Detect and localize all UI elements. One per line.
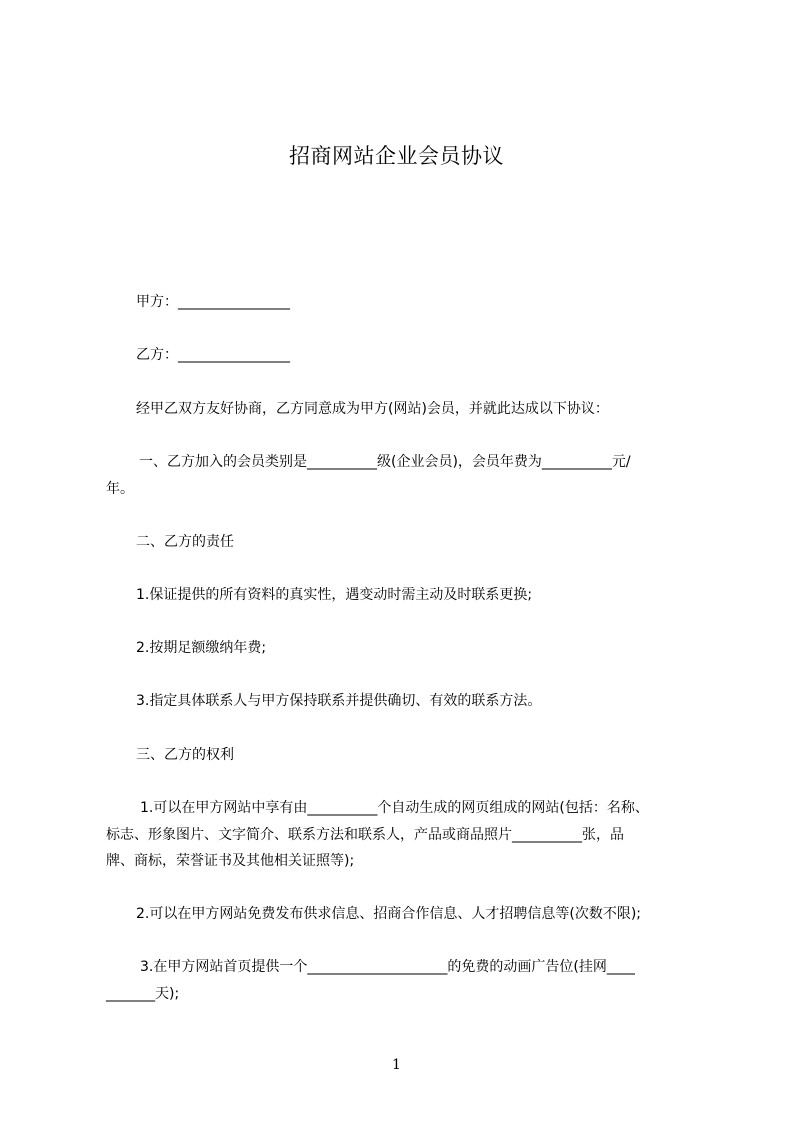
document-title: 招商网站企业会员协议 — [289, 144, 504, 168]
party-a-line: 甲方：________________ — [136, 294, 290, 310]
section-1-line-2: 年。 — [106, 481, 134, 497]
intro-paragraph: 经甲乙双方友好协商，乙方同意成为甲方(网站)会员，并就此达成以下协议： — [136, 401, 609, 417]
party-b-line: 乙方：________________ — [136, 347, 290, 363]
section-2-heading: 二、乙方的责任 — [136, 534, 234, 550]
section-3-item-1-line-1: 1.可以在甲方网站中享有由__________个自动生成的网页组成的网站(包括：名称、 — [140, 800, 649, 816]
section-2-item-2: 2.按期足额缴纳年费; — [136, 640, 267, 656]
section-2-item-3: 3.指定具体联系人与甲方保持联系并提供确切、有效的联系方法。 — [136, 693, 542, 709]
section-2-item-1: 1.保证提供的所有资料的真实性，遇变动时需主动及时联系更换; — [136, 587, 533, 603]
section-1-line-1: 一、乙方加入的会员类别是__________级(企业会员)，会员年费为__________元/ — [139, 454, 631, 470]
page-number: 1 — [392, 1057, 401, 1073]
section-3-heading: 三、乙方的权利 — [136, 747, 234, 763]
section-3-item-3-line-1: 3.在甲方网站首页提供一个____________________的免费的动画广告位(挂网____ — [140, 959, 635, 975]
section-3-item-1-line-3: 牌、商标，荣誉证书及其他相关证照等); — [106, 853, 355, 869]
section-3-item-3-line-2: _______天); — [106, 986, 180, 1002]
section-3-item-2: 2.可以在甲方网站免费发布供求信息、招商合作信息、人才招聘信息等(次数不限); — [136, 906, 641, 922]
section-3-item-1-line-2: 标志、形象图片、文字简介、联系方法和联系人，产品或商品照片__________张，品 — [106, 827, 624, 843]
